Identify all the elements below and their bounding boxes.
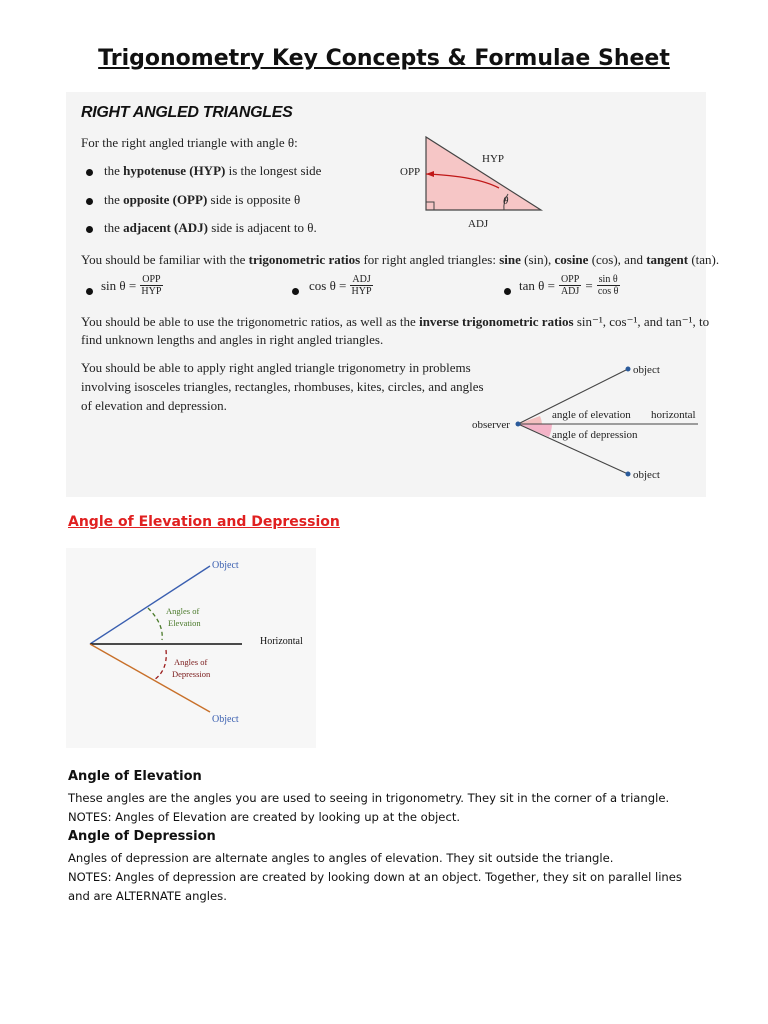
apply-text-line3: of elevation and depression. [81,398,227,413]
bullet-adjacent: the adjacent (ADJ) side is adjacent to θ. [104,220,317,235]
label-object-bottom-2: Object [212,714,239,725]
depression-line3: and are ALTERNATE angles. [68,889,227,903]
bullet-icon [86,288,93,295]
depression-arc [154,650,166,680]
label-angle-elevation: angle of elevation [552,409,631,421]
cos-formula: cos θ = $\frac{\text{ADJ}}{\text{HYP}}$ [309,274,372,297]
bullet-icon [504,288,511,295]
apply-text-line2: involving isosceles triangles, rectangles, rhombuses, kites, circles, and angles [81,379,484,394]
bullet-icon [292,288,299,295]
depression-heading: Angle of Depression [68,829,216,844]
label-horizontal-2: Horizontal [260,636,303,647]
elevation-line1: These angles are the angles you are used to seeing in trigonometry. They sit in the corner of a triangle. [68,791,670,805]
label-object-top: object [633,364,660,376]
observer-dot [516,422,521,427]
elevation-heading: Angle of Elevation [68,769,202,784]
label-angle-depression: angle of depression [552,429,638,441]
label-depression-2: Depression [172,669,211,679]
bullet-icon [86,169,93,176]
inverse-text-line2: find unknown lengths and angles in right angled triangles. [81,332,384,347]
label-observer: observer [472,419,510,431]
page-title: Trigonometry Key Concepts & Formulae Sheet [98,46,670,71]
tan-formula: tan θ = $\frac{\text{OPP}}{\text{ADJ}}$ = $\frac{\text{sin θ}}{\text{cos θ}}$ [519,274,619,297]
right-angled-triangles-panel [66,92,720,497]
label-theta: θ [503,195,509,207]
bullet-opposite: the opposite (OPP) side is opposite θ [104,192,301,207]
triangle-shape [426,137,541,210]
intro-text: For the right angled triangle with angle θ: [81,135,298,150]
object-top-dot [626,367,631,372]
apply-text-line1: You should be able to apply right angled triangle trigonometry in problems [81,360,471,375]
right-triangle-diagram [396,132,546,232]
label-elevation-2: Elevation [168,618,201,628]
label-adj: ADJ [468,218,489,230]
elevation-arc [148,608,162,640]
bullet-icon [86,198,93,205]
label-horizontal: horizontal [651,409,696,421]
bullet-hypotenuse: the hypotenuse (HYP) is the longest side [104,163,322,178]
label-hyp: HYP [482,153,505,165]
object-bottom-dot [626,472,631,477]
bullet-icon [86,226,93,233]
label-opp: OPP [400,166,421,178]
label-elevation-1: Angles of [166,606,200,616]
section-title: Angle of Elevation and Depression [68,514,340,530]
depression-line2: NOTES: Angles of depression are created by looking down at an object. Together, they sit on parallel lines [68,870,682,884]
label-object-bottom: object [633,469,660,481]
panel-heading: RIGHT ANGLED TRIANGLES [81,104,293,121]
familiar-text: You should be familiar with the trigonometric ratios for right angled triangles: sine (sin), cosine (cos), and tangent (tan). [81,252,720,267]
label-object-top-2: Object [212,560,239,571]
depression-line1: Angles of depression are alternate angles to angles of elevation. They sit outside the triangle. [68,851,614,865]
label-depression-1: Angles of [174,657,208,667]
sin-formula: sin θ = $\frac{\text{OPP}}{\text{HYP}}$ [101,274,162,297]
observer-diagram [466,357,706,487]
inverse-text-line1: You should be able to use the trigonometric ratios, as well as the inverse trigonometric ratios sin⁻¹, cos⁻¹, and tan⁻¹, to [81,314,710,329]
elevation-depression-diagram [66,548,326,748]
elevation-line2: NOTES: Angles of Elevation are created by looking up at the object. [68,810,461,824]
elevation-line [90,566,210,644]
